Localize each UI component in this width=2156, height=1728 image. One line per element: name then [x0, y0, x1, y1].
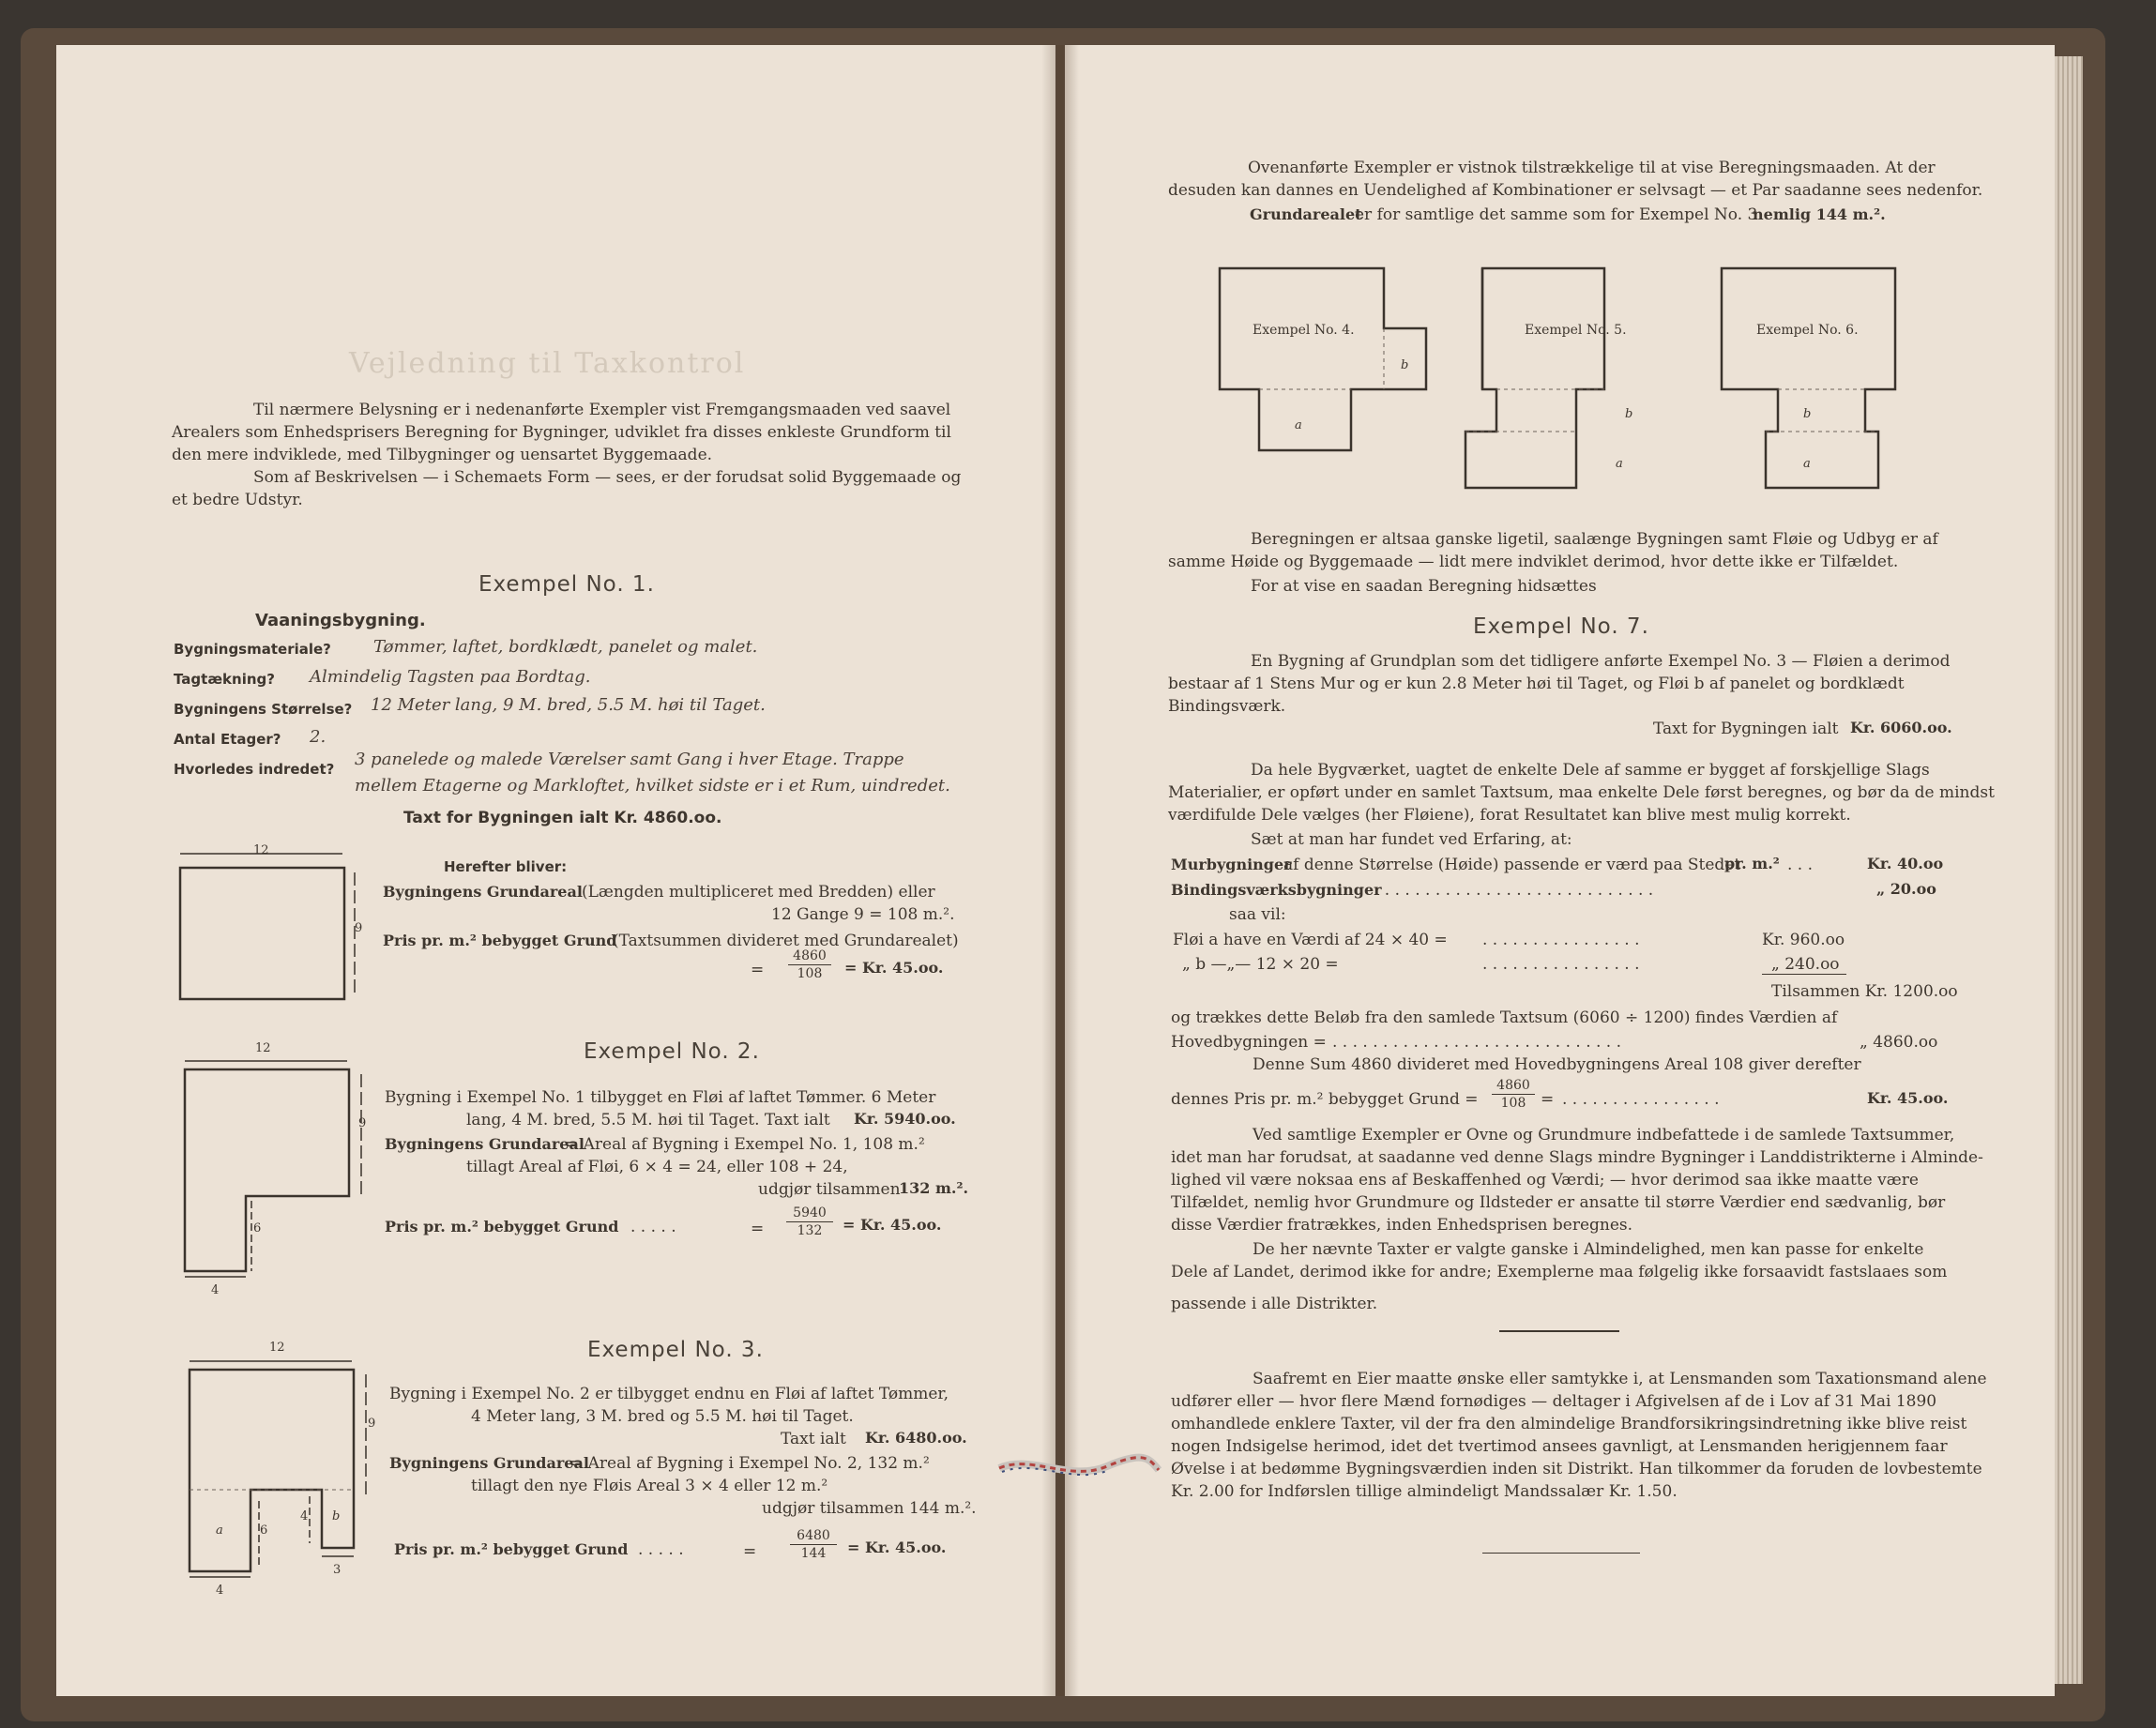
text: „ b —„— 12 × 20 = — [1182, 955, 1339, 974]
intro-line: Til nærmere Belysning er i nedenanførte Exempler vist Fremgangsmaaden ved saavel — [253, 401, 951, 419]
value: „ 4860.oo — [1860, 1033, 1938, 1052]
taxt-value: Kr. 6480.oo. — [865, 1429, 967, 1447]
dim-label: 3 — [333, 1563, 342, 1577]
dim-label: b — [1401, 358, 1409, 372]
dim-label: 6 — [260, 1523, 268, 1538]
text: udgjør tilsammen — [758, 1180, 901, 1199]
dim-label: 12 — [253, 843, 269, 857]
dim-label: a — [1803, 457, 1811, 471]
text: Ved samtlige Exempler er Ovne og Grundmure indbefattede i de samlede Taxtsummer, — [1253, 1126, 1955, 1144]
section-rule — [1499, 1330, 1619, 1332]
value: Kr. 40.oo — [1867, 855, 1944, 872]
question-roof: Tagtækning? — [174, 671, 275, 688]
question-floors: Antal Etager? — [174, 731, 281, 748]
dim-label: 4 — [211, 1283, 220, 1297]
dim-label: 4 — [300, 1509, 309, 1523]
text: bestaar af 1 Stens Mur og er kun 2.8 Meter høi til Taget, og Fløi b af panelet og bordklædt — [1168, 675, 1905, 693]
result: = Kr. 45.oo. — [847, 1539, 947, 1556]
text: omhandlede enklere Taxter, vil der fra den almindelige Brandforsikringsindretning ikke blive reist — [1171, 1415, 1967, 1433]
label-pris: Pris pr. m.² bebygget Grund — [383, 932, 617, 949]
plan-examples-4-6 — [1210, 263, 1961, 497]
text: udfører eller — hvor flere Mænd fornødiges — deltager i Afgivelsen af de i Lov af 31 Mai 1890 — [1171, 1392, 1937, 1411]
book-gutter — [1041, 45, 1079, 1696]
answer-size: 12 Meter lang, 9 M. bred, 5.5 M. høi til Taget. — [371, 695, 766, 715]
text: Materialier, er opført under en samlet Taxtsum, maa enkelte Dele først beregnes, og bør da de mindst — [1168, 783, 1995, 802]
text: Øvelse i at bedømme Bygningsværdien inden sit Distrikt. Han tilkommer da foruden de lovbestemte — [1171, 1460, 1982, 1478]
value: „ 240.oo — [1771, 955, 1840, 974]
text: tillagt Areal af Fløi, 6 × 4 = 24, eller 108 + 24, — [466, 1158, 848, 1176]
answer-floors: 2. — [310, 727, 326, 747]
plan-label-4: Exempel No. 4. — [1253, 323, 1355, 338]
dim-label: 6 — [253, 1221, 262, 1235]
label-bindingsvaerk: Bindingsværksbygninger — [1171, 881, 1382, 899]
text: Bygning i Exempel No. 1 tilbygget en Fløi af laftet Tømmer. 6 Meter — [385, 1088, 936, 1107]
text: Kr. 2.00 for Indførslen tillige almindeligt Mandssalær Kr. 1.50. — [1171, 1482, 1678, 1501]
text: nogen Indsigelse herimod, idet det tvertimod ansees gavnligt, at Lensmanden herigjennem faar — [1171, 1437, 1948, 1456]
intro-line: et bedre Udstyr. — [172, 491, 303, 509]
intro-line: Ovenanførte Exempler er vistnok tilstrækkelige til at vise Beregningsmaaden. At der — [1248, 159, 1936, 177]
answer-roof: Almindelig Tagsten paa Bordtag. — [310, 667, 591, 687]
text: disse Værdier fratrækkes, inden Enhedsprisen beregnes. — [1171, 1216, 1633, 1235]
label-grundarealet: Grundarealet — [1250, 205, 1362, 223]
dim-label: b — [332, 1509, 341, 1523]
example-2-plan — [174, 1046, 371, 1290]
equals: = — [1541, 1090, 1555, 1109]
binding-thread-icon — [994, 1449, 1163, 1487]
example-3-heading: Exempel No. 3. — [587, 1338, 764, 1362]
answer-material: Tømmer, laftet, bordklædt, panelet og malet. — [373, 637, 758, 657]
area-value: 132 m.². — [899, 1179, 969, 1197]
text: Dele af Landet, derimod ikke for andre; Exemplerne maa følgelig ikke forsaavidt fastslaaes som — [1171, 1263, 1948, 1281]
intro-line: Som af Beskrivelsen — i Schemaets Form — sees, er der forudsat solid Byggemaade og — [253, 468, 962, 487]
dots: . . . — [1787, 856, 1814, 874]
dots: . . . . . . . . . . . . . . . . — [1482, 955, 1640, 974]
equals: = — [751, 1220, 765, 1238]
page-edges — [2055, 56, 2083, 1684]
text: De her nævnte Taxter er valgte ganske i Almindelighed, men kan passe for enkelte — [1253, 1240, 1924, 1259]
text: Hovedbygningen = — [1171, 1033, 1327, 1052]
text: En Bygning af Grundplan som det tidligere anførte Exempel No. 3 — Fløien a derimod — [1251, 652, 1951, 671]
text: Fløi a have en Værdi af 24 × 40 = — [1173, 931, 1448, 949]
intro-line: Arealers som Enhedsprisers Beregning for Bygninger, udviklet fra disses enkleste Grundform til — [172, 423, 951, 442]
text: Bygning i Exempel No. 2 er tilbygget endnu en Fløi af laftet Tømmer, — [389, 1385, 949, 1403]
plan-label-6: Exempel No. 6. — [1756, 323, 1859, 338]
dim-label: 9 — [355, 921, 363, 935]
example-7-heading: Exempel No. 7. — [1473, 614, 1649, 639]
text: idet man har forudsat, at saadanne ved denne Slags mindre Bygninger i Landdistrikterne i Alminde- — [1171, 1148, 1983, 1167]
example-1-taxt: Taxt for Bygningen ialt Kr. 4860.oo. — [403, 809, 722, 827]
dim-label: a — [216, 1523, 223, 1538]
label-grundareal: Bygningens Grundareal — [389, 1454, 589, 1472]
text: Denne Sum 4860 divideret med Hovedbygningens Areal 108 giver derefter — [1253, 1055, 1861, 1074]
text: og trækkes dette Beløb fra den samlede Taxtsum (6060 ÷ 1200) findes Værdien af — [1171, 1008, 1838, 1027]
text: saa vil: — [1229, 905, 1286, 924]
result: Kr. 45.oo. — [1867, 1089, 1949, 1107]
question-interior: Hvorledes indredet? — [174, 761, 335, 778]
area-value: nemlig 144 m.². — [1753, 205, 1886, 223]
question-material: Bygningsmateriale? — [174, 641, 331, 658]
taxt-value: Kr. 6060.oo. — [1850, 719, 1952, 736]
dim-label: 9 — [358, 1116, 367, 1130]
example-1-herefter: Herefter bliver: — [444, 858, 568, 875]
dim-label: b — [1625, 407, 1633, 421]
text: (Længden multipliceret med Bredden) eller — [582, 883, 935, 902]
text: = Areal af Bygning i Exempel No. 2, 132 m.² — [569, 1454, 930, 1473]
answer-interior-2: mellem Etagerne og Markloftet, hvilket sidste er i et Rum, uindredet. — [355, 776, 950, 796]
intro-line: den mere indviklede, med Tilbygninger og uensartet Byggemaade. — [172, 446, 713, 464]
answer-interior: 3 panelede og malede Værelser samt Gang i hver Etage. Trappe — [355, 750, 904, 769]
text: samme Høide og Byggemaade — lidt mere indviklet derimod, hvor dette ikke er Tilfældet. — [1168, 553, 1899, 571]
sum-rule — [1762, 974, 1846, 975]
fraction: $\frac{4860}{108}$ — [788, 947, 831, 982]
question-size: Bygningens Størrelse? — [174, 701, 353, 718]
dim-label: 9 — [368, 1417, 376, 1431]
text: (Taxtsummen divideret med Grundarealet) — [613, 932, 959, 950]
dim-label: 4 — [216, 1584, 224, 1598]
dots: . . . . . . . . . . . . . . . . . . . . . . . . . . . . . — [1332, 1033, 1622, 1052]
example-1-heading: Exempel No. 1. — [478, 572, 655, 597]
text: passende i alle Distrikter. — [1171, 1295, 1378, 1313]
example-2-heading: Exempel No. 2. — [584, 1039, 760, 1064]
example-3-plan — [178, 1346, 375, 1590]
text: dennes Pris pr. m.² bebygget Grund = — [1171, 1090, 1479, 1109]
intro-line: desuden kan dannes en Uendelighed af Kombinationer er selvsagt — et Par saadanne sees nedenfor. — [1168, 181, 1983, 200]
fraction: $\frac{5940}{132}$ — [786, 1205, 833, 1239]
equals: = — [751, 961, 765, 979]
text: lang, 4 M. bred, 5.5 M. høi til Taget. Taxt ialt — [466, 1111, 830, 1129]
text: udgjør tilsammen 144 m.². — [762, 1499, 977, 1518]
text: er for samtlige det samme som for Exempel No. 3 — [1355, 205, 1758, 224]
dim-label: a — [1295, 418, 1302, 432]
text: Bindingsværk. — [1168, 697, 1286, 716]
text: For at vise en saadan Beregning hidsættes — [1251, 577, 1597, 596]
value: Tilsammen Kr. 1200.oo — [1771, 982, 1958, 1001]
text: Taxt for Bygningen ialt — [1653, 720, 1839, 738]
text: 4 Meter lang, 3 M. bred og 5.5 M. høi til Taget. — [471, 1407, 854, 1426]
text: tillagt den nye Fløis Areal 3 × 4 eller 12 m.² — [471, 1477, 828, 1495]
text: af denne Størrelse (Høide) passende er værd paa Stedet — [1283, 856, 1741, 874]
dots: . . . . . . . . . . . . . . . . — [1482, 931, 1640, 949]
label-grundareal: Bygningens Grundareal — [383, 883, 583, 901]
dim-label: b — [1803, 407, 1812, 421]
value: „ 20.oo — [1876, 880, 1936, 898]
result: = Kr. 45.oo. — [844, 959, 944, 977]
text: Sæt at man har fundet ved Erfaring, at: — [1251, 830, 1572, 849]
text: Taxt ialt — [781, 1430, 846, 1448]
taxt-value: Kr. 5940.oo. — [854, 1110, 956, 1128]
dots: . . . . . . . . . . . . . . . . . . . . . . . . . . . . — [1374, 881, 1654, 900]
plan-label-5: Exempel No. 5. — [1525, 323, 1627, 338]
label-pris: Pris pr. m.² bebygget Grund — [394, 1540, 629, 1558]
label-murbygninger: Murbygninger — [1171, 856, 1292, 873]
result: = Kr. 45.oo. — [843, 1216, 942, 1234]
dots: . . . . . . . . . . . . . . . . — [1562, 1090, 1720, 1109]
equals: = — [743, 1542, 757, 1561]
dim-label: 12 — [255, 1041, 271, 1055]
text: lighed vil være noksaa ens af Beskaffenhed og Værdi; — hvor derimod saa ikke maatte være — [1171, 1171, 1919, 1190]
label-pris: Pris pr. m.² bebygget Grund — [385, 1218, 619, 1235]
example-1-plan — [169, 844, 366, 1013]
label-grundareal: Bygningens Grundareal — [385, 1135, 585, 1153]
text: 12 Gange 9 = 108 m.². — [771, 905, 955, 924]
text: Saafremt en Eier maatte ønske eller samtykke i, at Lensmanden som Taxationsmand alene — [1253, 1370, 1987, 1388]
dots: . . . . . — [638, 1540, 684, 1559]
fraction: $\frac{6480}{144}$ — [790, 1527, 837, 1562]
faint-title: Vejledning til Taxkontrol — [349, 347, 746, 380]
text: Beregningen er altsaa ganske ligetil, saalænge Bygningen samt Fløie og Udbyg er af — [1251, 530, 1938, 549]
text: pr. m.² — [1724, 855, 1780, 872]
value: Kr. 960.oo — [1762, 931, 1845, 949]
fraction: $\frac{4860}{108}$ — [1492, 1077, 1535, 1112]
dim-label: a — [1616, 457, 1623, 471]
dim-label: 12 — [269, 1341, 285, 1355]
text: Tilfældet, nemlig hvor Grundmure og Ildsteder er ansatte til større Værdier end sædvanlig, bør — [1171, 1193, 1946, 1212]
text: værdifulde Dele vælges (her Fløiene), forat Resultatet kan blive mest mulig korrekt. — [1168, 806, 1851, 825]
text: = Areal af Bygning i Exempel No. 1, 108 m.² — [565, 1135, 925, 1154]
text: Da hele Bygværket, uagtet de enkelte Dele af samme er bygget af forskjellige Slags — [1251, 761, 1930, 780]
dots: . . . . . — [630, 1218, 676, 1236]
example-1-subheading: Vaaningsbygning. — [255, 611, 426, 630]
end-rule — [1482, 1553, 1640, 1554]
